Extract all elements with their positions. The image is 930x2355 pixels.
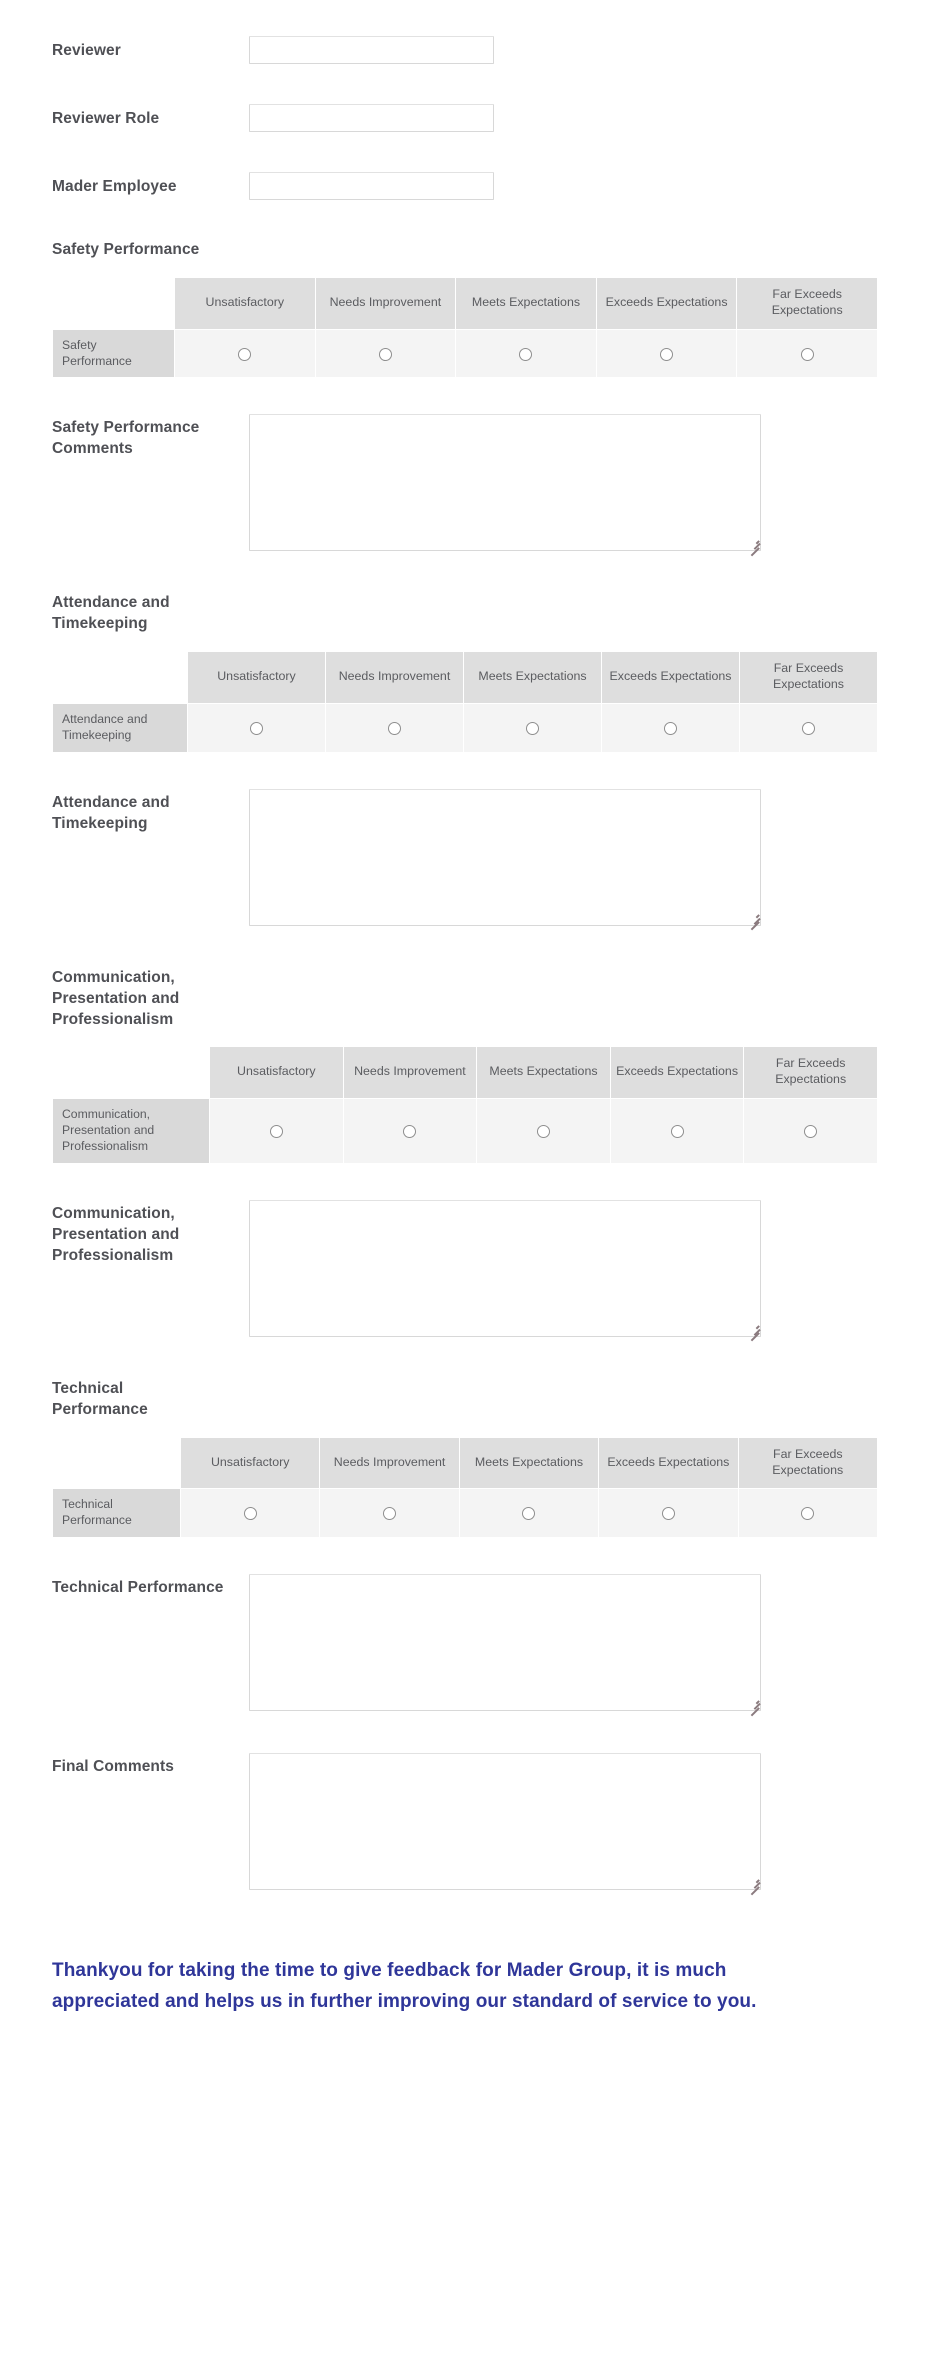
matrix-wrap-attendance-and-timekeeping: [0, 651, 930, 752]
matrix-header-row: [53, 277, 878, 329]
matrix-cell-far-exceeds-expectations[interactable]: [738, 1489, 877, 1538]
matrix-corner-cell: [53, 1047, 210, 1099]
matrix-col-header-exceeds-expectations: Exceeds Expectations: [596, 277, 737, 329]
matrix-col-header-needs-improvement: Needs Improvement: [326, 652, 464, 704]
radio-far-exceeds-expectations[interactable]: [801, 1507, 814, 1520]
matrix-cell-far-exceeds-expectations[interactable]: [737, 329, 878, 378]
radio-exceeds-expectations[interactable]: [660, 348, 673, 361]
matrix-header-row: [53, 652, 878, 704]
comment-row-technical-performance: [0, 1574, 930, 1711]
label-technical-performance-comments: Technical Performance: [52, 1579, 224, 1597]
radio-meets-expectations[interactable]: [537, 1125, 550, 1138]
textarea-box: [249, 414, 761, 551]
matrix-col-header-meets-expectations: Meets Expectations: [477, 1047, 611, 1099]
thankyou-message: Thankyou for taking the time to give feedback for Mader Group, it is much appreciated and helps us in further improving our standard of service to you.: [52, 1960, 757, 2012]
matrix-col-header-needs-improvement: Needs Improvement: [343, 1047, 477, 1099]
matrix-col-header-needs-improvement: Needs Improvement: [320, 1437, 459, 1489]
textarea-box: [249, 1200, 761, 1337]
matrix-col-header-meets-expectations: Meets Expectations: [464, 652, 602, 704]
matrix-cell-needs-improvement[interactable]: [315, 329, 456, 378]
matrix-cell-exceeds-expectations[interactable]: [599, 1489, 738, 1538]
reviewer-input[interactable]: [249, 36, 494, 64]
matrix-cell-exceeds-expectations[interactable]: [610, 1099, 744, 1164]
matrix-cell-needs-improvement[interactable]: [343, 1099, 477, 1164]
label-attendance-and-timekeeping-comments: Attendance and Timekeeping: [52, 793, 170, 832]
matrix-row-label-communication-presentation-and-professionalism: Communication, Presentation and Professionalism: [53, 1099, 210, 1164]
matrix-row-label-technical-performance: Technical Performance: [53, 1489, 181, 1538]
textarea-box: [249, 789, 761, 926]
radio-unsatisfactory[interactable]: [250, 722, 263, 735]
comment-row-attendance-and-timekeeping: [0, 789, 930, 926]
field-row-reviewer-role: [0, 104, 930, 132]
final-comments-textarea[interactable]: [249, 1753, 761, 1890]
section-heading-safety-performance: Safety Performance: [52, 241, 200, 258]
textarea-box: [249, 1574, 761, 1711]
radio-needs-improvement[interactable]: [383, 1507, 396, 1520]
matrix-row-label-safety-performance: Safety Performance: [53, 329, 175, 378]
matrix-cell-meets-expectations[interactable]: [459, 1489, 598, 1538]
matrix-row: [53, 1489, 878, 1538]
radio-exceeds-expectations[interactable]: [664, 722, 677, 735]
radio-meets-expectations[interactable]: [519, 348, 532, 361]
field-row-reviewer: [0, 36, 930, 64]
radio-meets-expectations[interactable]: [526, 722, 539, 735]
radio-meets-expectations[interactable]: [522, 1507, 535, 1520]
matrix-corner-cell: [53, 652, 188, 704]
rating-matrix-technical-performance: [52, 1437, 878, 1538]
matrix-row: [53, 329, 878, 378]
rating-matrix-attendance-and-timekeeping: [52, 651, 878, 752]
radio-needs-improvement[interactable]: [379, 348, 392, 361]
matrix-cell-unsatisfactory[interactable]: [188, 703, 326, 752]
section-technical-performance: [0, 1379, 930, 1711]
radio-unsatisfactory[interactable]: [270, 1125, 283, 1138]
technical-performance-comments-textarea[interactable]: [249, 1574, 761, 1711]
radio-far-exceeds-expectations[interactable]: [801, 348, 814, 361]
matrix-cell-far-exceeds-expectations[interactable]: [740, 703, 878, 752]
matrix-cell-exceeds-expectations[interactable]: [596, 329, 737, 378]
radio-needs-improvement[interactable]: [403, 1125, 416, 1138]
radio-unsatisfactory[interactable]: [238, 348, 251, 361]
matrix-col-header-unsatisfactory: Unsatisfactory: [210, 1047, 344, 1099]
matrix-row-label-attendance-and-timekeeping: Attendance and Timekeeping: [53, 703, 188, 752]
matrix-col-header-exceeds-expectations: Exceeds Expectations: [602, 652, 740, 704]
section-communication-presentation-and-professionalism: [0, 968, 930, 1337]
matrix-corner-cell: [53, 277, 175, 329]
matrix-col-header-exceeds-expectations: Exceeds Expectations: [610, 1047, 744, 1099]
matrix-cell-meets-expectations[interactable]: [477, 1099, 611, 1164]
matrix-col-header-far-exceeds-expectations: Far Exceeds Expectations: [740, 652, 878, 704]
mader-employee-input[interactable]: [249, 172, 494, 200]
matrix-cell-unsatisfactory[interactable]: [181, 1489, 320, 1538]
section-safety-performance: [0, 240, 930, 551]
matrix-wrap-communication-presentation-and-professionalism: [0, 1046, 930, 1163]
radio-far-exceeds-expectations[interactable]: [802, 722, 815, 735]
matrix-cell-unsatisfactory[interactable]: [175, 329, 316, 378]
comment-row-communication-presentation-and-professionalism: [0, 1200, 930, 1337]
label-final-comments: Final Comments: [52, 1758, 174, 1776]
section-heading-technical-performance: Technical Performance: [52, 1379, 148, 1418]
comment-row-final-comments: [0, 1753, 930, 1890]
radio-unsatisfactory[interactable]: [244, 1507, 257, 1520]
section-attendance-and-timekeeping: [0, 593, 930, 925]
matrix-col-header-far-exceeds-expectations: Far Exceeds Expectations: [737, 277, 878, 329]
identity-fields-group: [0, 36, 930, 200]
matrix-cell-needs-improvement[interactable]: [326, 703, 464, 752]
communication-presentation-and-professionalism-comments-textarea[interactable]: [249, 1200, 761, 1337]
label-communication-presentation-and-professionalism-comments: Communication, Presentation and Professionalism: [52, 1204, 180, 1264]
matrix-cell-unsatisfactory[interactable]: [210, 1099, 344, 1164]
matrix-col-header-exceeds-expectations: Exceeds Expectations: [599, 1437, 738, 1489]
matrix-cell-meets-expectations[interactable]: [456, 329, 597, 378]
textarea-box: [249, 1753, 761, 1890]
radio-needs-improvement[interactable]: [388, 722, 401, 735]
attendance-and-timekeeping-comments-textarea[interactable]: [249, 789, 761, 926]
matrix-col-header-far-exceeds-expectations: Far Exceeds Expectations: [738, 1437, 877, 1489]
safety-performance-comments-textarea[interactable]: [249, 414, 761, 551]
matrix-cell-needs-improvement[interactable]: [320, 1489, 459, 1538]
label-reviewer: Reviewer: [52, 42, 121, 59]
label-reviewer-role: Reviewer Role: [52, 110, 160, 127]
matrix-col-header-unsatisfactory: Unsatisfactory: [181, 1437, 320, 1489]
section-heading-attendance-and-timekeeping: Attendance and Timekeeping: [52, 594, 170, 633]
matrix-col-header-unsatisfactory: Unsatisfactory: [175, 277, 316, 329]
matrix-corner-cell: [53, 1437, 181, 1489]
matrix-col-header-far-exceeds-expectations: Far Exceeds Expectations: [744, 1047, 878, 1099]
matrix-cell-exceeds-expectations[interactable]: [602, 703, 740, 752]
matrix-wrap-safety-performance: [0, 277, 930, 378]
rating-matrix-safety-performance: [52, 277, 878, 378]
reviewer-role-input[interactable]: [249, 104, 494, 132]
label-mader-employee: Mader Employee: [52, 178, 177, 195]
matrix-row: [53, 1099, 878, 1164]
matrix-cell-meets-expectations[interactable]: [464, 703, 602, 752]
section-heading-communication-presentation-and-professionalism: Communication, Presentation and Professionalism: [52, 968, 180, 1028]
matrix-header-row: [53, 1047, 878, 1099]
field-row-mader-employee: [0, 172, 930, 200]
matrix-row: [53, 703, 878, 752]
label-safety-performance-comments: Safety Performance Comments: [52, 419, 200, 458]
matrix-header-row: [53, 1437, 878, 1489]
matrix-col-header-needs-improvement: Needs Improvement: [315, 277, 456, 329]
comment-row-safety-performance: [0, 414, 930, 551]
radio-exceeds-expectations[interactable]: [662, 1507, 675, 1520]
radio-far-exceeds-expectations[interactable]: [804, 1125, 817, 1138]
matrix-col-header-meets-expectations: Meets Expectations: [459, 1437, 598, 1489]
radio-exceeds-expectations[interactable]: [671, 1125, 684, 1138]
matrix-cell-far-exceeds-expectations[interactable]: [744, 1099, 878, 1164]
matrix-col-header-unsatisfactory: Unsatisfactory: [188, 652, 326, 704]
rating-matrix-communication-presentation-and-professionalism: [52, 1046, 878, 1163]
matrix-wrap-technical-performance: [0, 1437, 930, 1538]
matrix-col-header-meets-expectations: Meets Expectations: [456, 277, 597, 329]
